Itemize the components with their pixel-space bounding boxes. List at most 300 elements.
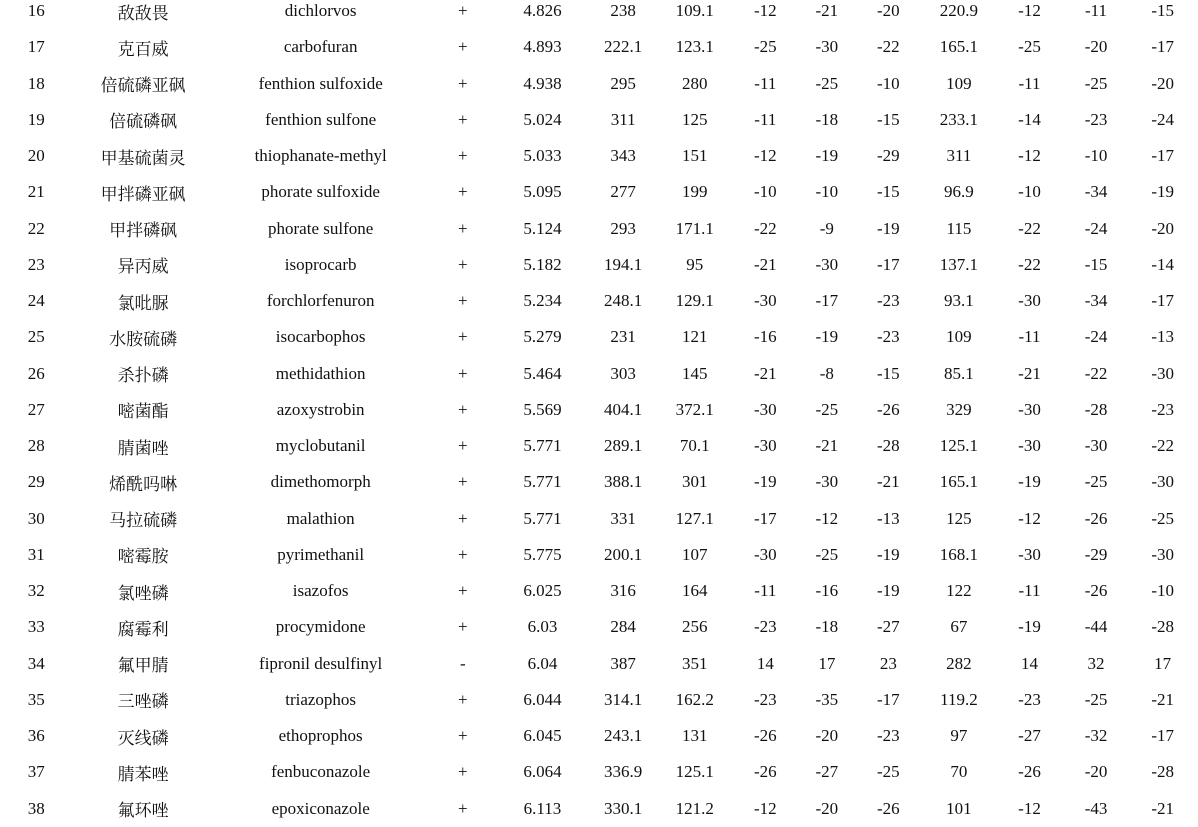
chinese-name-cell: 倍硫磷亚砜	[100, 76, 186, 97]
collision-energy-2-cell: -30	[815, 37, 839, 57]
collision-energy-1-cell: -12	[753, 798, 777, 818]
collision-energy-3-cell: -19	[877, 581, 900, 601]
quant-ion-cell: 301	[681, 472, 708, 492]
table-row	[0, 174, 1198, 210]
qual-ion-cell: 282	[946, 653, 972, 673]
collision-energy-6-cell: -13	[1151, 327, 1174, 347]
table-row	[0, 464, 1198, 500]
collision-energy-6-cell: -30	[1151, 363, 1174, 383]
precursor-ion-cell: 248.1	[604, 291, 643, 311]
table-row	[0, 791, 1198, 827]
quant-ion-cell: 70.1	[679, 436, 710, 456]
collision-energy-4-cell: -11	[1018, 581, 1041, 601]
precursor-ion-cell: 194.1	[604, 254, 643, 274]
precursor-ion-cell: 330.1	[604, 798, 643, 818]
collision-energy-5-cell: -22	[1084, 363, 1108, 383]
collision-energy-3-cell: -23	[877, 726, 900, 746]
chinese-name-cell: 倍硫磷砜	[109, 112, 178, 133]
collision-energy-6-cell: -24	[1151, 109, 1174, 129]
retention-time-cell: 5.033	[523, 146, 562, 166]
retention-time-cell: 5.775	[523, 544, 562, 564]
qual-ion-cell: 97	[950, 726, 968, 746]
collision-energy-3-cell: -26	[877, 798, 900, 818]
precursor-ion-cell: 200.1	[604, 544, 643, 564]
english-name-cell: forchlorfenuron	[266, 291, 375, 311]
collision-energy-4-cell: -23	[1018, 689, 1041, 709]
precursor-ion-cell: 387	[610, 653, 636, 673]
ion-mode-cell: +	[458, 291, 468, 311]
collision-energy-3-cell: -10	[877, 73, 900, 93]
ion-mode-cell: +	[458, 689, 468, 709]
collision-energy-2-cell: -30	[815, 472, 839, 492]
collision-energy-1-cell: -30	[753, 436, 777, 456]
collision-energy-5-cell: -43	[1084, 798, 1108, 818]
chinese-name-cell: 氟环唑	[117, 801, 169, 822]
english-name-cell: malathion	[286, 508, 355, 528]
collision-energy-3-cell: -15	[877, 182, 900, 202]
collision-energy-2-cell: -10	[815, 182, 839, 202]
collision-energy-3-cell: -26	[877, 399, 900, 419]
collision-energy-3-cell: -22	[877, 37, 900, 57]
precursor-ion-cell: 316	[610, 581, 636, 601]
collision-energy-6-cell: -28	[1151, 617, 1174, 637]
chinese-name-cell: 氯吡脲	[117, 293, 169, 314]
table-row	[0, 428, 1198, 464]
quant-ion-cell: 151	[681, 146, 708, 166]
collision-energy-3-cell: -15	[877, 363, 900, 383]
ion-mode-cell: +	[458, 182, 468, 202]
collision-energy-2-cell: -12	[815, 508, 839, 528]
index-cell: 38	[27, 798, 45, 818]
collision-energy-2-cell: -20	[815, 798, 839, 818]
collision-energy-1-cell: -19	[753, 472, 777, 492]
precursor-ion-cell: 293	[610, 218, 636, 238]
collision-energy-1-cell: -10	[753, 182, 777, 202]
collision-energy-2-cell: -16	[815, 581, 839, 601]
ion-mode-cell: -	[460, 653, 466, 673]
ion-mode-cell: +	[458, 762, 468, 782]
chinese-name-cell: 异丙威	[117, 257, 169, 278]
collision-energy-6-cell: -17	[1151, 291, 1174, 311]
collision-energy-3-cell: -17	[877, 254, 900, 274]
collision-energy-4-cell: -19	[1018, 472, 1041, 492]
english-name-cell: fenbuconazole	[271, 762, 371, 782]
ion-mode-cell: +	[458, 146, 468, 166]
collision-energy-6-cell: -30	[1151, 544, 1174, 564]
collision-energy-2-cell: -8	[819, 363, 834, 383]
quant-ion-cell: 131	[681, 726, 708, 746]
table-row	[0, 102, 1198, 138]
chinese-name-cell: 三唑磷	[117, 692, 169, 713]
qual-ion-cell: 109	[946, 73, 972, 93]
collision-energy-3-cell: -25	[877, 762, 900, 782]
qual-ion-cell: 233.1	[939, 109, 979, 129]
index-cell: 31	[27, 544, 45, 564]
ion-mode-cell: +	[458, 109, 468, 129]
collision-energy-2-cell: -21	[815, 1, 839, 21]
collision-energy-6-cell: -30	[1151, 472, 1174, 492]
collision-energy-2-cell: -19	[815, 146, 839, 166]
precursor-ion-cell: 243.1	[604, 726, 643, 746]
collision-energy-2-cell: -19	[815, 327, 839, 347]
table-row	[0, 537, 1198, 573]
english-name-cell: thiophanate-methyl	[254, 146, 387, 166]
chinese-name-cell: 嘧菌酯	[117, 402, 169, 423]
table-row	[0, 682, 1198, 718]
collision-energy-3-cell: -21	[877, 472, 900, 492]
collision-energy-3-cell: -23	[877, 291, 900, 311]
collision-energy-1-cell: -23	[753, 689, 777, 709]
chinese-name-cell: 烯酰吗啉	[109, 474, 178, 495]
ion-mode-cell: +	[458, 581, 468, 601]
precursor-ion-cell: 289.1	[604, 436, 643, 456]
table-row	[0, 501, 1198, 537]
precursor-ion-cell: 284	[610, 617, 636, 637]
qual-ion-cell: 165.1	[939, 472, 979, 492]
table-row	[0, 0, 1198, 29]
qual-ion-cell: 70	[950, 762, 968, 782]
retention-time-cell: 4.826	[523, 1, 562, 21]
table-row	[0, 138, 1198, 174]
collision-energy-6-cell: 17	[1154, 653, 1172, 673]
english-name-cell: triazophos	[285, 689, 357, 709]
retention-time-cell: 4.938	[523, 73, 562, 93]
quant-ion-cell: 280	[681, 73, 708, 93]
collision-energy-2-cell: -9	[819, 218, 834, 238]
qual-ion-cell: 137.1	[939, 254, 979, 274]
quant-ion-cell: 129.1	[675, 291, 714, 311]
retention-time-cell: 5.569	[523, 399, 562, 419]
collision-energy-6-cell: -28	[1151, 762, 1174, 782]
precursor-ion-cell: 331	[610, 508, 636, 528]
ion-mode-cell: +	[458, 218, 468, 238]
collision-energy-4-cell: -26	[1018, 762, 1041, 782]
collision-energy-2-cell: -18	[815, 109, 839, 129]
collision-energy-5-cell: -26	[1084, 581, 1108, 601]
index-cell: 36	[27, 726, 45, 746]
quant-ion-cell: 372.1	[675, 399, 714, 419]
collision-energy-2-cell: -30	[815, 254, 839, 274]
qual-ion-cell: 165.1	[939, 37, 979, 57]
collision-energy-3-cell: -29	[877, 146, 900, 166]
chinese-name-cell: 敌敌畏	[117, 3, 169, 24]
qual-ion-cell: 96.9	[944, 182, 974, 202]
collision-energy-1-cell: -11	[754, 73, 777, 93]
english-name-cell: phorate sulfone	[268, 218, 374, 238]
chinese-name-cell: 克百威	[117, 39, 169, 60]
ion-mode-cell: +	[458, 726, 468, 746]
quant-ion-cell: 199	[681, 182, 708, 202]
table-row	[0, 29, 1198, 65]
english-name-cell: carbofuran	[283, 37, 358, 57]
english-name-cell: fenthion sulfoxide	[258, 73, 383, 93]
table-row	[0, 247, 1198, 283]
table-row	[0, 646, 1198, 682]
collision-energy-4-cell: -30	[1018, 544, 1041, 564]
ion-mode-cell: +	[458, 37, 468, 57]
english-name-cell: dichlorvos	[284, 1, 357, 21]
index-cell: 25	[27, 327, 45, 347]
english-name-cell: procymidone	[275, 617, 366, 637]
qual-ion-cell: 220.9	[939, 1, 979, 21]
index-cell: 23	[27, 254, 45, 274]
retention-time-cell: 5.279	[523, 327, 562, 347]
index-cell: 17	[27, 37, 45, 57]
quant-ion-cell: 109.1	[675, 1, 714, 21]
table-row	[0, 356, 1198, 392]
english-name-cell: dimethomorph	[270, 472, 371, 492]
quant-ion-cell: 121.2	[675, 798, 714, 818]
collision-energy-3-cell: -27	[877, 617, 900, 637]
collision-energy-4-cell: -10	[1018, 182, 1041, 202]
index-cell: 20	[27, 146, 45, 166]
collision-energy-6-cell: -20	[1151, 73, 1174, 93]
qual-ion-cell: 311	[946, 146, 972, 166]
collision-energy-5-cell: -30	[1084, 436, 1108, 456]
chinese-name-cell: 腐霉利	[117, 619, 169, 640]
precursor-ion-cell: 404.1	[604, 399, 643, 419]
qual-ion-cell: 101	[946, 798, 972, 818]
collision-energy-5-cell: -11	[1085, 1, 1108, 21]
index-cell: 24	[27, 291, 45, 311]
collision-energy-6-cell: -23	[1151, 399, 1174, 419]
retention-time-cell: 5.182	[523, 254, 562, 274]
collision-energy-3-cell: -23	[877, 327, 900, 347]
table-row	[0, 211, 1198, 247]
qual-ion-cell: 109	[946, 327, 972, 347]
collision-energy-4-cell: 14	[1020, 653, 1038, 673]
quant-ion-cell: 107	[681, 544, 708, 564]
english-name-cell: isoprocarb	[284, 254, 357, 274]
collision-energy-5-cell: -29	[1084, 544, 1108, 564]
collision-energy-3-cell: -13	[877, 508, 900, 528]
collision-energy-6-cell: -17	[1151, 37, 1174, 57]
collision-energy-5-cell: -24	[1084, 218, 1108, 238]
table-row	[0, 754, 1198, 790]
collision-energy-3-cell: -15	[877, 109, 900, 129]
index-cell: 18	[27, 73, 45, 93]
table-row	[0, 319, 1198, 355]
collision-energy-6-cell: -19	[1151, 182, 1174, 202]
collision-energy-4-cell: -11	[1018, 327, 1041, 347]
precursor-ion-cell: 231	[610, 327, 636, 347]
collision-energy-3-cell: -28	[877, 436, 900, 456]
precursor-ion-cell: 295	[610, 73, 636, 93]
chinese-name-cell: 氟甲腈	[117, 656, 169, 677]
retention-time-cell: 6.113	[523, 798, 562, 818]
precursor-ion-cell: 388.1	[604, 472, 643, 492]
retention-time-cell: 5.771	[523, 508, 562, 528]
ion-mode-cell: +	[458, 254, 468, 274]
collision-energy-2-cell: -35	[815, 689, 839, 709]
index-cell: 29	[27, 472, 45, 492]
ion-mode-cell: +	[458, 363, 468, 383]
index-cell: 30	[27, 508, 45, 528]
retention-time-cell: 5.771	[523, 472, 562, 492]
collision-energy-5-cell: -20	[1084, 37, 1108, 57]
quant-ion-cell: 95	[686, 254, 704, 274]
collision-energy-2-cell: -17	[815, 291, 839, 311]
collision-energy-1-cell: -22	[753, 218, 777, 238]
quant-ion-cell: 162.2	[675, 689, 714, 709]
ion-mode-cell: +	[458, 544, 468, 564]
quant-ion-cell: 127.1	[675, 508, 714, 528]
collision-energy-5-cell: -25	[1084, 689, 1108, 709]
index-cell: 33	[27, 617, 45, 637]
chinese-name-cell: 腈苯唑	[117, 764, 169, 785]
collision-energy-5-cell: -20	[1084, 762, 1108, 782]
ion-mode-cell: +	[458, 472, 468, 492]
collision-energy-1-cell: -12	[753, 1, 777, 21]
qual-ion-cell: 67	[950, 617, 968, 637]
chinese-name-cell: 杀扑磷	[117, 366, 169, 387]
table-row	[0, 573, 1198, 609]
collision-energy-1-cell: -26	[753, 762, 777, 782]
collision-energy-4-cell: -21	[1018, 363, 1041, 383]
collision-energy-3-cell: -17	[877, 689, 900, 709]
collision-energy-1-cell: -11	[754, 581, 777, 601]
ion-mode-cell: +	[458, 327, 468, 347]
collision-energy-5-cell: -23	[1084, 109, 1108, 129]
table-row	[0, 609, 1198, 645]
collision-energy-5-cell: -28	[1084, 399, 1108, 419]
precursor-ion-cell: 336.9	[604, 762, 643, 782]
precursor-ion-cell: 277	[610, 182, 636, 202]
precursor-ion-cell: 311	[610, 109, 636, 129]
collision-energy-1-cell: -25	[753, 37, 777, 57]
collision-energy-2-cell: 17	[818, 653, 836, 673]
collision-energy-4-cell: -27	[1018, 726, 1041, 746]
collision-energy-5-cell: -25	[1084, 472, 1108, 492]
quant-ion-cell: 256	[681, 617, 708, 637]
index-cell: 22	[27, 218, 45, 238]
qual-ion-cell: 85.1	[944, 363, 974, 383]
qual-ion-cell: 329	[946, 399, 972, 419]
collision-energy-1-cell: -30	[753, 399, 777, 419]
collision-energy-1-cell: -26	[753, 726, 777, 746]
quant-ion-cell: 171.1	[675, 218, 714, 238]
collision-energy-1-cell: -11	[754, 109, 777, 129]
english-name-cell: isazofos	[292, 581, 349, 601]
collision-energy-1-cell: 14	[756, 653, 774, 673]
quant-ion-cell: 145	[681, 363, 708, 383]
quant-ion-cell: 121	[681, 327, 708, 347]
retention-time-cell: 5.234	[523, 291, 562, 311]
collision-energy-4-cell: -12	[1018, 508, 1041, 528]
chinese-name-cell: 甲拌磷砜	[109, 221, 178, 242]
collision-energy-3-cell: 23	[879, 653, 897, 673]
collision-energy-6-cell: -15	[1151, 1, 1174, 21]
index-cell: 21	[27, 182, 45, 202]
retention-time-cell: 5.024	[523, 109, 562, 129]
index-cell: 32	[27, 581, 45, 601]
collision-energy-4-cell: -22	[1018, 218, 1041, 238]
collision-energy-6-cell: -21	[1151, 689, 1174, 709]
precursor-ion-cell: 303	[610, 363, 636, 383]
collision-energy-3-cell: -19	[877, 544, 900, 564]
collision-energy-2-cell: -25	[815, 73, 839, 93]
collision-energy-1-cell: -21	[753, 254, 777, 274]
precursor-ion-cell: 238	[610, 1, 636, 21]
collision-energy-1-cell: -21	[753, 363, 777, 383]
collision-energy-4-cell: -25	[1018, 37, 1041, 57]
collision-energy-6-cell: -20	[1151, 218, 1174, 238]
english-name-cell: epoxiconazole	[271, 798, 370, 818]
collision-energy-2-cell: -27	[815, 762, 839, 782]
collision-energy-1-cell: -30	[753, 291, 777, 311]
english-name-cell: fipronil desulfinyl	[259, 653, 383, 673]
collision-energy-6-cell: -17	[1151, 726, 1174, 746]
collision-energy-1-cell: -17	[753, 508, 777, 528]
qual-ion-cell: 168.1	[939, 544, 979, 564]
index-cell: 37	[27, 762, 45, 782]
collision-energy-1-cell: -16	[753, 327, 777, 347]
index-cell: 26	[27, 363, 45, 383]
collision-energy-5-cell: -34	[1084, 291, 1108, 311]
english-name-cell: phorate sulfoxide	[261, 182, 380, 202]
qual-ion-cell: 122	[946, 581, 972, 601]
table-row	[0, 283, 1198, 319]
index-cell: 35	[27, 689, 45, 709]
english-name-cell: azoxystrobin	[276, 399, 365, 419]
quant-ion-cell: 351	[681, 653, 708, 673]
chinese-name-cell: 水胺硫磷	[109, 329, 178, 350]
collision-energy-6-cell: -25	[1151, 508, 1174, 528]
ion-mode-cell: +	[458, 508, 468, 528]
precursor-ion-cell: 222.1	[604, 37, 643, 57]
index-cell: 19	[27, 109, 45, 129]
collision-energy-4-cell: -30	[1018, 399, 1041, 419]
collision-energy-6-cell: -14	[1151, 254, 1174, 274]
quant-ion-cell: 123.1	[675, 37, 714, 57]
collision-energy-6-cell: -10	[1151, 581, 1174, 601]
ion-mode-cell: +	[458, 399, 468, 419]
english-name-cell: fenthion sulfone	[265, 109, 377, 129]
collision-energy-5-cell: -25	[1084, 73, 1108, 93]
collision-energy-5-cell: -34	[1084, 182, 1108, 202]
qual-ion-cell: 125.1	[939, 436, 979, 456]
precursor-ion-cell: 343	[610, 146, 636, 166]
retention-time-cell: 6.045	[523, 726, 562, 746]
collision-energy-2-cell: -18	[815, 617, 839, 637]
ion-mode-cell: +	[458, 617, 468, 637]
retention-time-cell: 5.771	[523, 436, 562, 456]
chinese-name-cell: 氯唑磷	[117, 583, 169, 604]
chinese-name-cell: 马拉硫磷	[109, 511, 178, 532]
collision-energy-2-cell: -25	[815, 544, 839, 564]
precursor-ion-cell: 314.1	[604, 689, 643, 709]
chinese-name-cell: 腈菌唑	[117, 438, 169, 459]
collision-energy-4-cell: -30	[1018, 436, 1041, 456]
english-name-cell: methidathion	[275, 363, 366, 383]
collision-energy-4-cell: -11	[1018, 73, 1041, 93]
retention-time-cell: 4.893	[523, 37, 562, 57]
table-row	[0, 718, 1198, 754]
collision-energy-5-cell: -24	[1084, 327, 1108, 347]
index-cell: 34	[27, 653, 45, 673]
collision-energy-4-cell: -12	[1018, 146, 1041, 166]
retention-time-cell: 6.025	[523, 581, 562, 601]
qual-ion-cell: 125	[946, 508, 972, 528]
english-name-cell: myclobutanil	[275, 436, 366, 456]
chinese-name-cell: 甲基硫菌灵	[100, 148, 186, 169]
ion-mode-cell: +	[458, 73, 468, 93]
table-row	[0, 66, 1198, 102]
collision-energy-4-cell: -19	[1018, 617, 1041, 637]
collision-energy-3-cell: -20	[877, 1, 900, 21]
collision-energy-6-cell: -17	[1151, 146, 1174, 166]
retention-time-cell: 6.04	[527, 653, 558, 673]
